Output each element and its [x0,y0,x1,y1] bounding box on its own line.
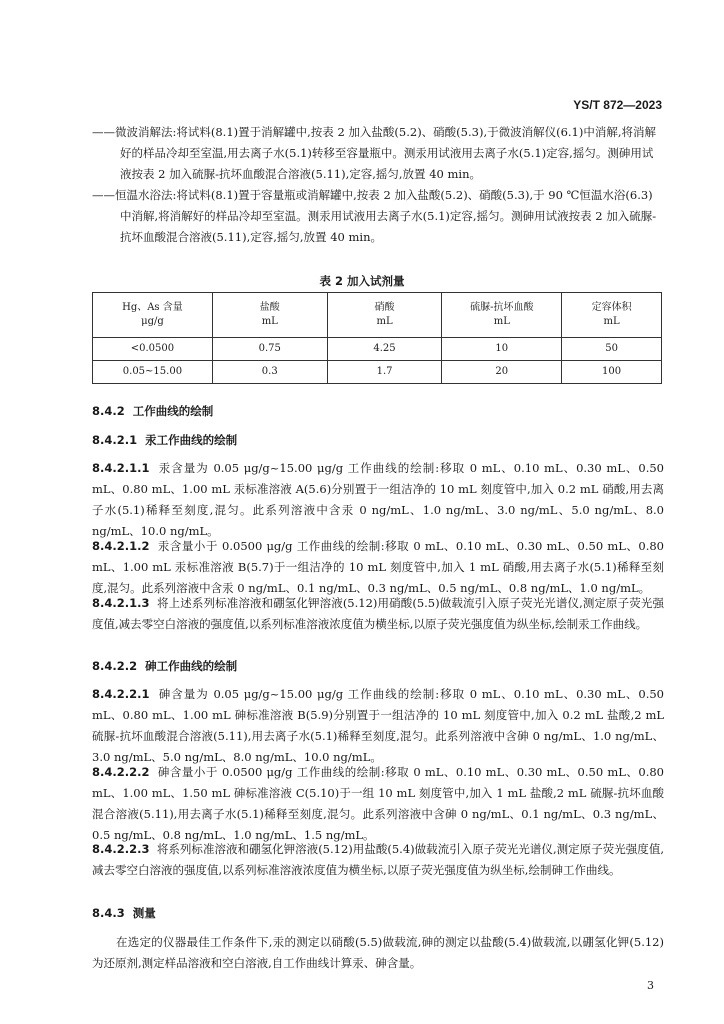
table-cell: 50 [562,338,662,361]
paragraph-84212 [92,536,664,599]
intro-list [92,122,664,248]
paragraph-84221 [92,684,664,768]
table-header-row [93,293,662,338]
clause-number: 8.4.2.1.3 [92,596,150,610]
table-cell: 1.7 [327,361,442,384]
section-heading-842 [92,401,213,422]
intro-item-waterbath: ——恒温水浴法:将试料(8.1)置于容量瓶或消解罐中,按表 2 加入盐酸(5.2)、硝酸(5.3),于 90 ℃恒温水浴(6.3)中消解,将消解好的样品冷却至室温。测汞用试液用去离子水(5.1)定容,摇匀。测砷用试液按表 2 加入硫脲-抗坏血酸混合溶液(5.11),定容,摇匀,放置 40 min。 [92,188,657,244]
table-cell: 0.05~15.00 [93,361,213,384]
paragraph-84211 [92,458,664,542]
table-row [93,361,662,384]
table-cell: 100 [562,361,662,384]
table-cell: 0.3 [212,361,327,384]
clause-number: 8.4.2.2.2 [92,765,150,779]
paragraph-84213 [92,593,664,635]
table-cell: 10 [442,338,562,361]
clause-text: 砷含量为 0.05 μg/g~15.00 μg/g 工作曲线的绘制:移取 0 mL、0.10 mL、0.30 mL、0.50 mL、0.80 mL、1.00 mL 砷标准溶液 B(5.9)分别置于一组洁净的 10 mL 刻度管中,加入 0.2 mL 盐酸,2 mL 硫脲-抗坏血酸混合溶液(5.11),用去离子水(5.1)稀释至刻度,混匀。此系列溶液中含砷 0 ng/mL、1.0 ng/mL、3.0 ng/mL、5.0 ng/mL、8.0 ng/mL、10.0 ng/mL。 [92,687,664,764]
section-heading-8421 [92,430,237,451]
clause-text: 砷含量小于 0.0500 μg/g 工作曲线的绘制:移取 0 mL、0.10 mL、0.30 mL、0.50 mL、0.80 mL、1.00 mL、1.50 mL 砷标准溶液 C(5.10)于一组 10 mL 刻度管中,加入 1 mL 盐酸,2 mL 硫脲-抗坏血酸混合溶液(5.11),用去离子水(5.1)稀释至刻度,混匀。此系列溶液中含砷 0 ng/mL、0.1 ng/mL、0.3 ng/mL、0.5 ng/mL、0.8 ng/mL、1.0 ng/mL、1.5 ng/mL。 [92,765,664,842]
clause-text: 将系列标准溶液和硼氢化钾溶液(5.12)用盐酸(5.4)做载流引入原子荧光光谱仪,测定原子荧光强度值,减去零空白溶液的强度值,以系列标准溶液浓度值为横坐标,以原子荧光强度值为纵坐标,绘制砷工作曲线。 [92,842,665,877]
table-cell: 20 [442,361,562,384]
section-title: 测量 [132,906,156,920]
section-title: 汞工作曲线的绘制 [145,433,238,447]
clause-number: 8.4.2.2.3 [92,842,150,856]
section-number: 8.4.2.2 [92,659,138,673]
clause-number: 8.4.2.1.1 [92,461,150,475]
table-cell: 4.25 [327,338,442,361]
section-title: 砷工作曲线的绘制 [145,659,238,673]
header-content: Hg、As 含量 μg/g [93,293,213,338]
header-volume: 定容体积 mL [562,293,662,338]
section-number: 8.4.2.1 [92,433,138,447]
table-row [93,338,662,361]
paragraph-84222 [92,762,664,846]
reagent-table [92,292,662,384]
header-thiourea: 硫脲-抗坏血酸 mL [442,293,562,338]
clause-number: 8.4.2.1.2 [92,539,150,553]
clause-text: 将上述系列标准溶液和硼氢化钾溶液(5.12)用硝酸(5.5)做载流引入原子荧光光谱仪,测定原子荧光强度值,减去零空白溶液的强度值,以系列标准溶液浓度值为横坐标,以原子荧光强度值为纵坐标,绘制汞工作曲线。 [92,596,665,631]
intro-item-microwave: ——微波消解法:将试料(8.1)置于消解罐中,按表 2 加入盐酸(5.2)、硝酸(5.3),于微波消解仪(6.1)中消解,将消解好的样品冷却至室温,用去离子水(5.1)转移至容量瓶中。测汞用试液用去离子水(5.1)定容,摇匀。测砷用试液按表 2 加入硫脲-抗坏血酸混合溶液(5.11),定容,摇匀,放置 40 min。 [92,125,657,181]
section-heading-843 [92,903,156,924]
header-hcl: 盐酸 mL [212,293,327,338]
paragraph-843: 在选定的仪器最佳工作条件下,汞的测定以硝酸(5.5)做载流,砷的测定以盐酸(5.4)做载流,以硼氢化钾(5.12)为还原剂,测定样品溶液和空白溶液,自工作曲线计算汞、砷含量。 [92,935,664,970]
table-cell: <0.0500 [93,338,213,361]
section-number: 8.4.2 [92,404,125,418]
paragraph-84223 [92,839,664,881]
section-heading-8422 [92,656,237,677]
section-title: 工作曲线的绘制 [132,404,214,418]
page-number: 3 [647,979,654,992]
table-title: 表 2 加入试剂量 [319,274,405,288]
table-cell: 0.75 [212,338,327,361]
standard-number: YS/T 872—2023 [573,98,662,112]
clause-text: 汞含量小于 0.0500 μg/g 工作曲线的绘制:移取 0 mL、0.10 mL、0.30 mL、0.50 mL、0.80 mL、1.00 mL 汞标准溶液 B(5.7)于一组洁净的 10 mL 刻度管中,加入 1 mL 硝酸,用去离子水(5.1)稀释至刻度,混匀。此系列溶液中含汞 0 ng/mL、0.1 ng/mL、0.3 ng/mL、0.5 ng/mL、0.8 ng/mL、1.0 ng/mL。 [92,539,664,595]
header-hno3: 硝酸 mL [327,293,442,338]
clause-text: 汞含量为 0.05 μg/g~15.00 μg/g 工作曲线的绘制:移取 0 mL、0.10 mL、0.30 mL、0.50 mL、0.80 mL、1.00 mL 汞标准溶液 A(5.6)分别置于一组洁净的 10 mL 刻度管中,加入 0.2 mL 硝酸,用去离子水(5.1)稀释至刻度,混匀。此系列溶液中含汞 0 ng/mL、1.0 ng/mL、3.0 ng/mL、5.0 ng/mL、8.0 ng/mL、10.0 ng/mL。 [92,461,664,538]
clause-number: 8.4.2.2.1 [92,687,150,701]
section-number: 8.4.3 [92,906,125,920]
